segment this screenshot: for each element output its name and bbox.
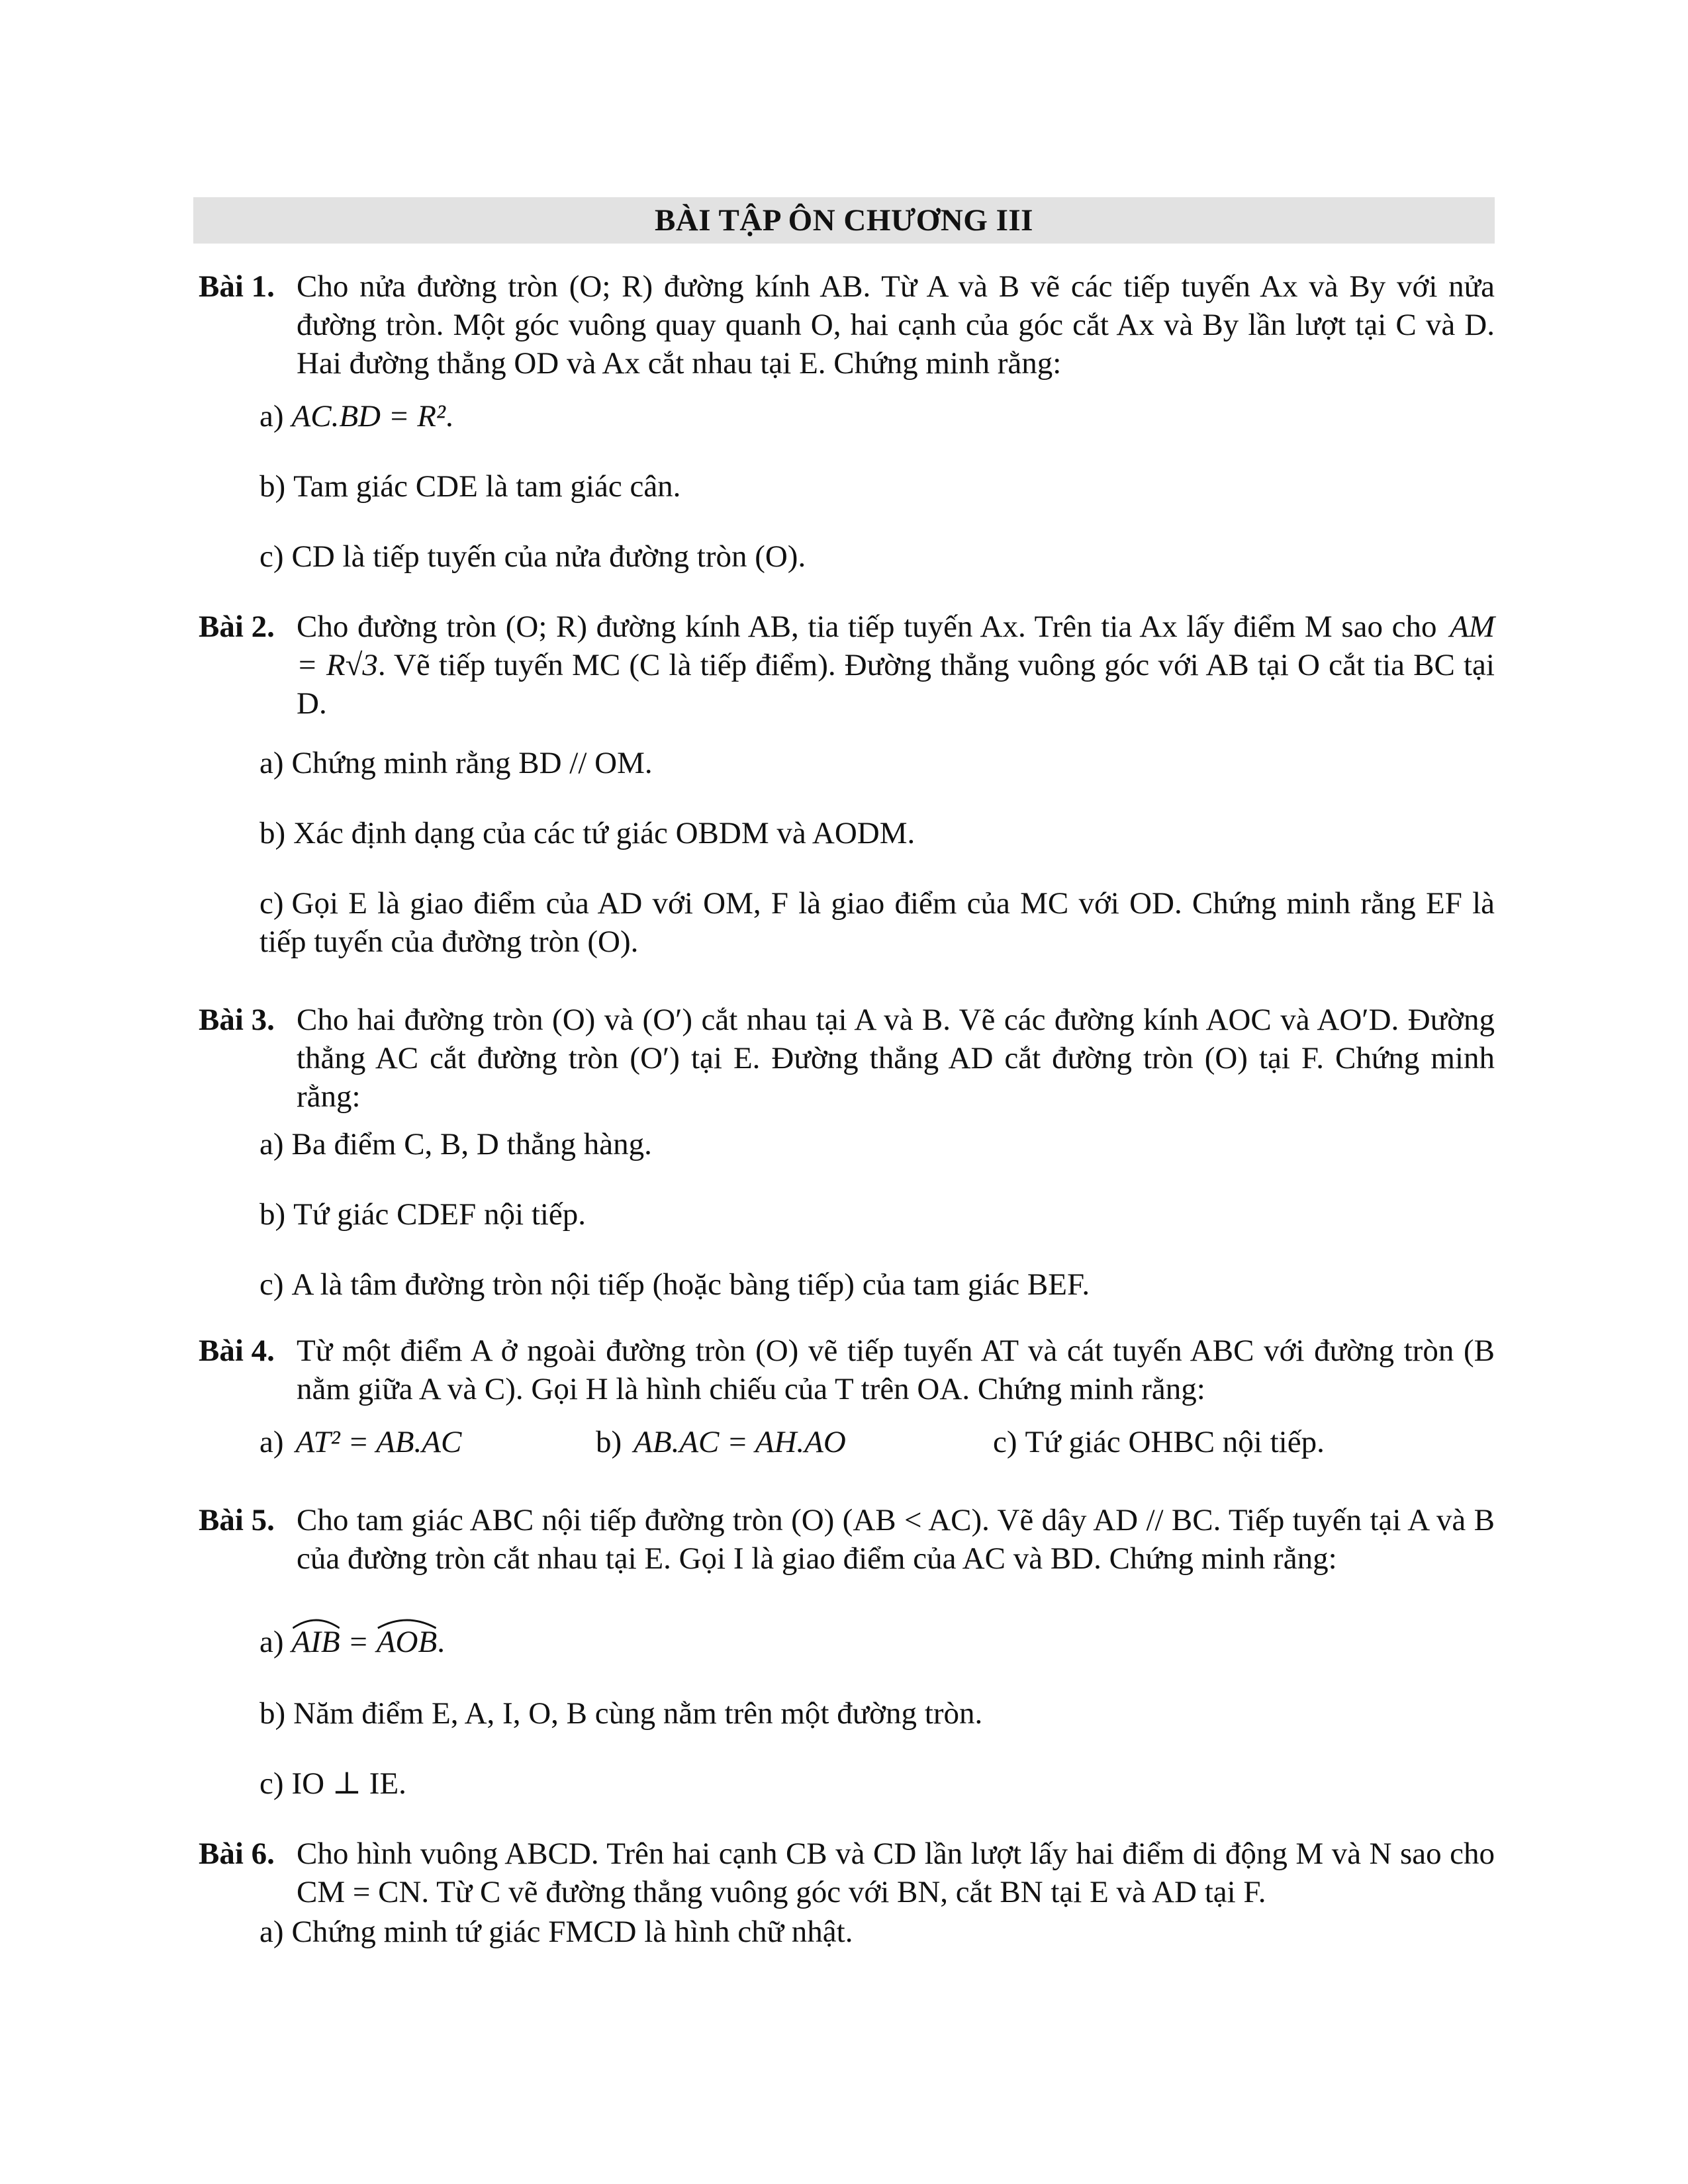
problem-4 bbox=[199, 1332, 1495, 1408]
part-label: c) bbox=[259, 1267, 284, 1302]
part-text: . bbox=[437, 1625, 445, 1659]
part-label: b) bbox=[259, 469, 286, 504]
part-text: A là tâm đường tròn nội tiếp (hoặc bàng tiếp) của tam giác BEF. bbox=[291, 1267, 1090, 1302]
problem-2-part-c bbox=[259, 884, 1495, 961]
part-text: Tứ giác OHBC nội tiếp. bbox=[1025, 1425, 1325, 1459]
problem-5-part-c bbox=[259, 1764, 1495, 1803]
problem-4-part-c bbox=[993, 1423, 1325, 1461]
problem-statement: Cho tam giác ABC nội tiếp đường tròn (O) (AB < AC). Vẽ dây AD // BC. Tiếp tuyến tại A và B của đường tròn cắt nhau tại E. Gọi I là giao điểm của AC và BD. Chứng minh rằng: bbox=[297, 1503, 1495, 1576]
part-label: a) bbox=[259, 746, 284, 780]
formula: AM = R√3 bbox=[297, 610, 1495, 682]
part-text: Tứ giác CDEF nội tiếp. bbox=[293, 1197, 586, 1232]
part-text: . bbox=[445, 399, 453, 433]
problem-statement: Cho nửa đường tròn (O; R) đường kính AB. Từ A và B vẽ các tiếp tuyến Ax và By với nửa đường tròn. Một góc vuông quay quanh O, hai cạnh của góc cắt Ax và By lần lượt tại C và D. Hai đường thẳng OD và Ax cắt nhau tại E. Chứng minh rằng: bbox=[297, 269, 1495, 381]
part-label: b) bbox=[259, 1197, 286, 1232]
part-label: c) bbox=[259, 539, 284, 574]
problem-1-part-b bbox=[259, 467, 1495, 506]
part-text: CD là tiếp tuyến của nửa đường tròn (O). bbox=[291, 539, 806, 574]
part-label: c) bbox=[259, 1766, 284, 1801]
formula: AT² = AB.AC bbox=[295, 1425, 462, 1459]
problem-1-part-a bbox=[259, 397, 1495, 435]
part-text: Xác định dạng của các tứ giác OBDM và AODM. bbox=[293, 816, 915, 850]
problem-2 bbox=[199, 608, 1495, 723]
page-title bbox=[193, 197, 1495, 244]
part-label: a) bbox=[259, 1127, 284, 1161]
part-label: a) bbox=[259, 399, 284, 433]
statement-part-2: . Vẽ tiếp tuyến MC (C là tiếp điểm). Đường thẳng vuông góc với AB tại O cắt tia BC tại D. bbox=[297, 648, 1495, 721]
part-label: c) bbox=[993, 1425, 1017, 1459]
formula-text: AIB bbox=[291, 1625, 340, 1659]
problem-statement: Cho hai đường tròn (O) và (O′) cắt nhau tại A và B. Vẽ các đường kính AOC và AO′D. Đường thẳng AC cắt đường tròn (O′) tại E. Đường thẳng AD cắt đường tròn (O) tại F. Chứng minh rằng: bbox=[297, 1003, 1495, 1114]
problem-3 bbox=[199, 1001, 1495, 1116]
problem-4-part-a bbox=[259, 1423, 461, 1461]
problem-6-part-a bbox=[259, 1913, 1495, 1951]
problem-6 bbox=[199, 1835, 1495, 1911]
part-label: b) bbox=[259, 1696, 286, 1731]
problem-statement bbox=[297, 608, 1495, 723]
problem-2-part-b bbox=[259, 814, 1495, 852]
problem-1-part-c bbox=[259, 537, 1495, 576]
part-text: Năm điểm E, A, I, O, B cùng nằm trên một đường tròn. bbox=[293, 1696, 983, 1731]
problem-5 bbox=[199, 1501, 1495, 1578]
part-text: Ba điểm C, B, D thẳng hàng. bbox=[291, 1127, 652, 1161]
problem-5-part-a bbox=[259, 1623, 1495, 1661]
part-text: Gọi E là giao điểm của AD với OM, F là giao điểm của MC với OD. Chứng minh rằng EF là tiếp tuyến của đường tròn (O). bbox=[259, 886, 1495, 959]
problem-statement: Cho hình vuông ABCD. Trên hai cạnh CB và CD lần lượt lấy hai điểm di động M và N sao cho CM = CN. Từ C vẽ đường thẳng vuông góc với BN, cắt BN tại E và AD tại F. bbox=[297, 1837, 1495, 1909]
part-label: b) bbox=[259, 816, 286, 850]
part-label: a) bbox=[259, 1915, 284, 1949]
problem-3-part-a bbox=[259, 1125, 1495, 1163]
problem-label: Bài 1. bbox=[199, 269, 275, 304]
problem-label: Bài 3. bbox=[199, 1003, 275, 1037]
part-text: IO ⊥ IE. bbox=[291, 1766, 406, 1801]
page-title-text: BÀI TẬP ÔN CHƯƠNG III bbox=[655, 203, 1033, 238]
problem-label: Bài 2. bbox=[199, 610, 275, 644]
problem-5-part-b bbox=[259, 1694, 1495, 1733]
problem-4-part-b bbox=[596, 1423, 846, 1461]
problem-2-part-a bbox=[259, 744, 1495, 782]
formula-arc-left bbox=[292, 1623, 340, 1661]
problem-3-part-b bbox=[259, 1195, 1495, 1234]
problem-label: Bài 6. bbox=[199, 1837, 275, 1871]
part-text: Tam giác CDE là tam giác cân. bbox=[293, 469, 681, 504]
part-label: a) bbox=[259, 1625, 284, 1659]
statement-part-1: Cho đường tròn (O; R) đường kính AB, tia tiếp tuyến Ax. Trên tia Ax lấy điểm M sao cho bbox=[297, 610, 1437, 644]
problem-3-part-c bbox=[259, 1265, 1495, 1304]
part-label: a) bbox=[259, 1425, 284, 1459]
formula-text: AOB bbox=[376, 1625, 438, 1659]
formula: AC.BD = R² bbox=[291, 399, 445, 433]
part-label: b) bbox=[596, 1425, 622, 1459]
problem-label: Bài 4. bbox=[199, 1334, 275, 1368]
problem-label: Bài 5. bbox=[199, 1503, 275, 1537]
part-text: Chứng minh tứ giác FMCD là hình chữ nhật. bbox=[291, 1915, 853, 1949]
part-text: Chứng minh rằng BD // OM. bbox=[291, 746, 653, 780]
part-label: c) bbox=[259, 886, 284, 921]
problem-1 bbox=[199, 267, 1495, 383]
formula-arc-right bbox=[377, 1623, 437, 1661]
formula-eq: = bbox=[340, 1625, 377, 1659]
arc-mark-icon bbox=[377, 1616, 437, 1629]
problem-statement: Từ một điểm A ở ngoài đường tròn (O) vẽ tiếp tuyến AT và cát tuyến ABC với đường tròn (B nằm giữa A và C). Gọi H là hình chiếu của T trên OA. Chứng minh rằng: bbox=[297, 1334, 1495, 1406]
arc-mark-icon bbox=[292, 1616, 340, 1629]
formula: AB.AC = AH.AO bbox=[633, 1425, 846, 1459]
